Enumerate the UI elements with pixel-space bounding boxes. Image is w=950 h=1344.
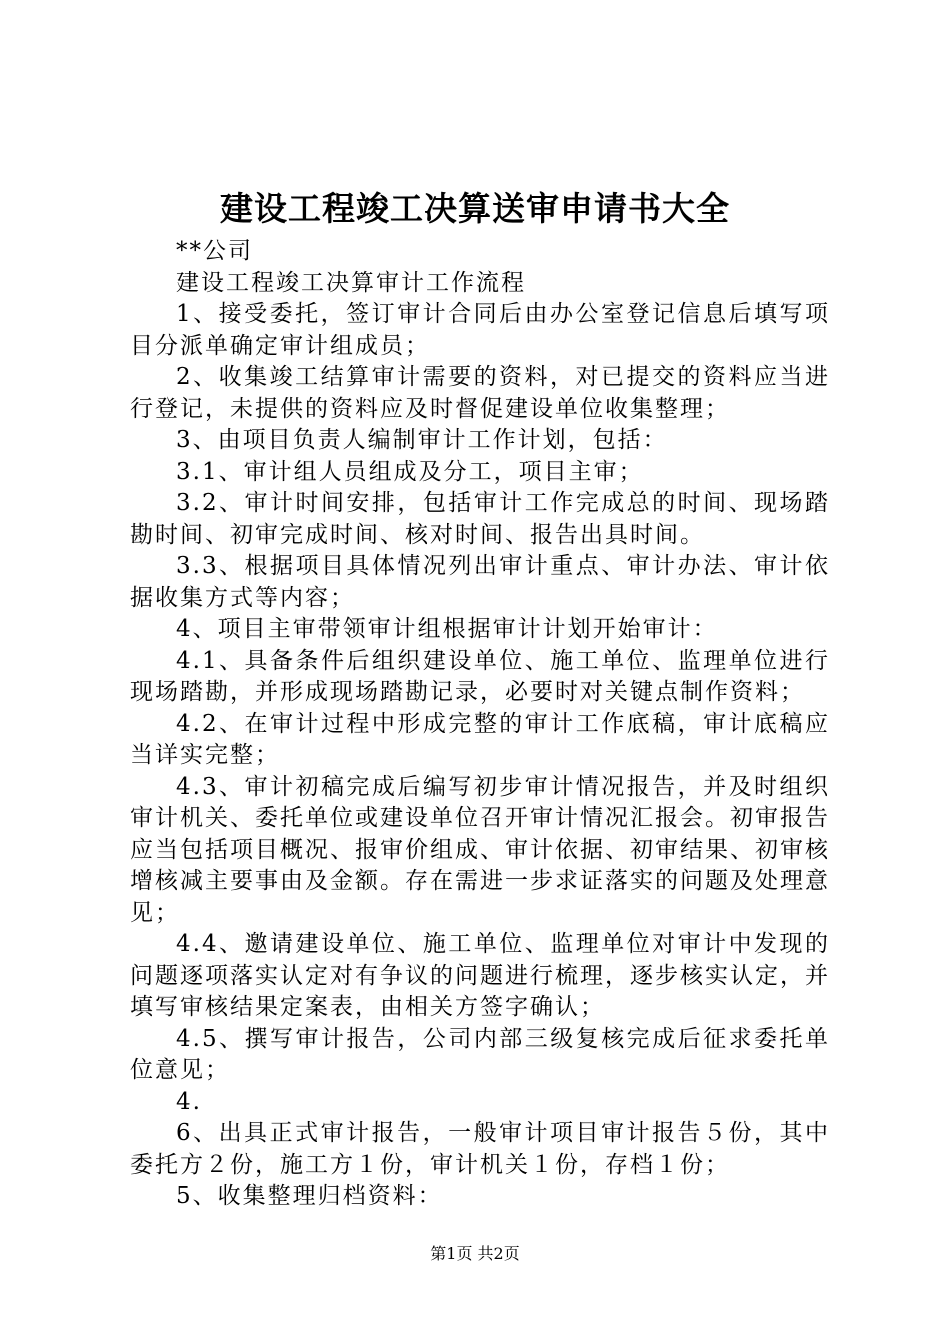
paragraph-step-4-5: 4.5、撰写审计报告，公司内部三级复核完成后征求委托单位意见；	[130, 1025, 830, 1083]
paragraph-step-3-2: 3.2、审计时间安排，包括审计工作完成总的时间、现场踏勘时间、初审完成时间、核对时间、报告出具时间。	[130, 490, 830, 548]
paragraph-step-4-4: 4.4、邀请建设单位、施工单位、监理单位对审计中发现的问题逐项落实认定对有争议的问题进行梳理，逐步核实认定，并填写审核结果定案表，由相关方签字确认；	[130, 931, 830, 1020]
paragraph-step-2: 2、收集竣工结算审计需要的资料，对已提交的资料应当进行登记，未提供的资料应及时督促建设单位收集整理；	[130, 364, 830, 422]
paragraph-step-4-2: 4.2、在审计过程中形成完整的审计工作底稿，审计底稿应当详实完整；	[130, 710, 830, 768]
document-body	[130, 236, 830, 1213]
company-line: **公司	[176, 238, 253, 264]
paragraph-step-6: 6、出具正式审计报告，一般审计项目审计报告５份，其中委托方２份，施工方１份，审计机关１份，存档１份；	[130, 1120, 830, 1178]
paragraph-step-3-1: 3.1、审计组人员组成及分工，项目主审；	[176, 458, 644, 485]
section-heading: 建设工程竣工决算审计工作流程	[176, 269, 526, 296]
paragraph-step-3: 3、由项目负责人编制审计工作计划，包括：	[176, 427, 668, 453]
page-number-footer: 第1页 共2页	[430, 1244, 520, 1263]
paragraph-step-4-fragment: 4.	[176, 1088, 202, 1115]
paragraph-step-4-1: 4.1、具备条件后组织建设单位、施工单位、监理单位进行现场踏勘，并形成现场踏勘记录，必要时对关键点制作资料；	[130, 647, 830, 705]
paragraph-step-4: 4、项目主审带领审计组根据审计计划开始审计：	[176, 616, 718, 642]
document-title: 建设工程竣工决算送审申请书大全	[220, 189, 730, 228]
paragraph-step-5: 5、收集整理归档资料：	[176, 1183, 443, 1209]
paragraph-step-4-3: 4.3、审计初稿完成后编写初步审计情况报告，并及时组织审计机关、委托单位或建设单位召开审计情况汇报会。初审报告应当包括项目概况、报审价组成、审计依据、初审结果、初审核增核减主要事由及金额。存在需进一步求证落实的问题及处理意见；	[130, 773, 830, 926]
paragraph-step-1: 1、接受委托，签订审计合同后由办公室登记信息后填写项目分派单确定审计组成员；	[130, 301, 830, 359]
paragraph-step-3-3: 3.3、根据项目具体情况列出审计重点、审计办法、审计依据收集方式等内容；	[130, 553, 830, 611]
